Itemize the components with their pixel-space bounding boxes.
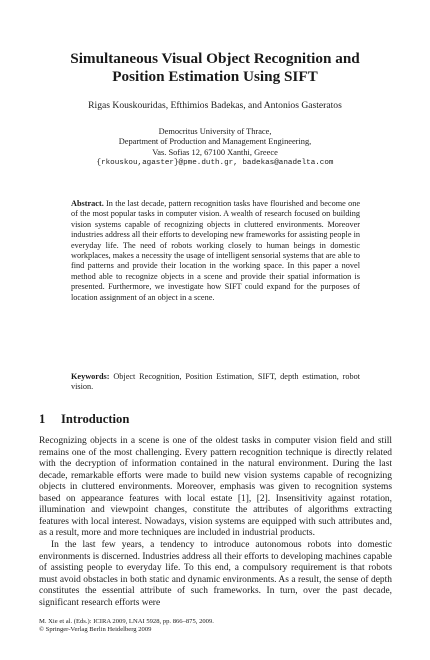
footer-citation: M. Xie et al. (Eds.): ICIRA 2009, LNAI 5928, pp. 866–875, 2009. bbox=[39, 618, 214, 625]
title-line-2: Position Estimation Using SIFT bbox=[112, 68, 318, 85]
author-list: Rigas Kouskouridas, Efthimios Badekas, and Antonios Gasteratos bbox=[88, 100, 342, 111]
affiliation-block bbox=[30, 127, 400, 169]
abstract-label: Abstract. bbox=[71, 199, 104, 208]
abstract-text: In the last decade, pattern recognition tasks have flourished and become one of the most popular tasks in computer vision. A wealth of research focused on building vision systems capable of recognizing objects in cluttered environments. Moreover industries address all their efforts to developing new frameworks for assisting people in everyday life. The need of robots working closely to human beings in domestic workplaces, makes a necessity the usage of intelligent sensorial systems that are able to find patterns and provide their location in the working space. In this paper a novel method able to recognize objects in a scene and provide their spatial information is presented. Furthermore, we investigate how SIFT could expand for the purposes of location assignment of an object in a scene. bbox=[71, 199, 360, 302]
section-number: 1 bbox=[39, 412, 46, 426]
keywords-text: Object Recognition, Position Estimation, SIFT, depth estimation, robot vision. bbox=[71, 372, 360, 392]
paragraph-2: In the last few years, a tendency to introduce autonomous robots into domestic environments is discerned. Industries address all their efforts to developing machines capable of assisting people to everyday life. To this end, a compulsory requirement is that robots must avoid obstacles in both static and dynamic environments. As a result, the sense of depth constitutes the essential attribute of such frameworks. In turn, over the past decade, significant research efforts were bbox=[39, 540, 392, 608]
paragraph-1: Recognizing objects in a scene is one of the oldest tasks in computer vision field and still remains one of the most challenging. Every pattern recognition technique is directly related with the decryption of information contained in the natural environment. During the last decade, remarkable efforts were made to build new vision systems capable of recognizing objects in cluttered environments. Moreover, emphasis was given to recognition systems based on appearance features with local estate [1], [2]. Insensitivity against rotation, illumination and viewpoint changes, constitute the attributes of algorithms extracting features with local interest. Nowadays, vision systems are equipped with such attributes and, as a result, more and more techniques are included in industrial products. bbox=[39, 436, 392, 538]
keywords bbox=[71, 372, 360, 393]
title-line-1: Simultaneous Visual Object Recognition and bbox=[70, 50, 360, 67]
page-footer bbox=[39, 618, 399, 634]
affiliation-line-1: Democritus University of Thrace, bbox=[158, 127, 272, 136]
affiliation-line-3: Vas. Sofias 12, 67100 Xanthi, Greece bbox=[152, 147, 278, 157]
keywords-label: Keywords: bbox=[71, 372, 110, 381]
author-emails: {rkouskou,agaster}@pme.duth.gr, badekas@anadelta.com bbox=[96, 159, 334, 168]
affiliation-line-2: Department of Production and Management Engineering, bbox=[118, 137, 312, 147]
paper-title bbox=[30, 50, 400, 86]
abstract bbox=[71, 199, 360, 303]
section-heading bbox=[39, 412, 399, 427]
section-title: Introduction bbox=[61, 412, 130, 426]
footer-copyright: © Springer-Verlag Berlin Heidelberg 2009 bbox=[39, 626, 152, 634]
